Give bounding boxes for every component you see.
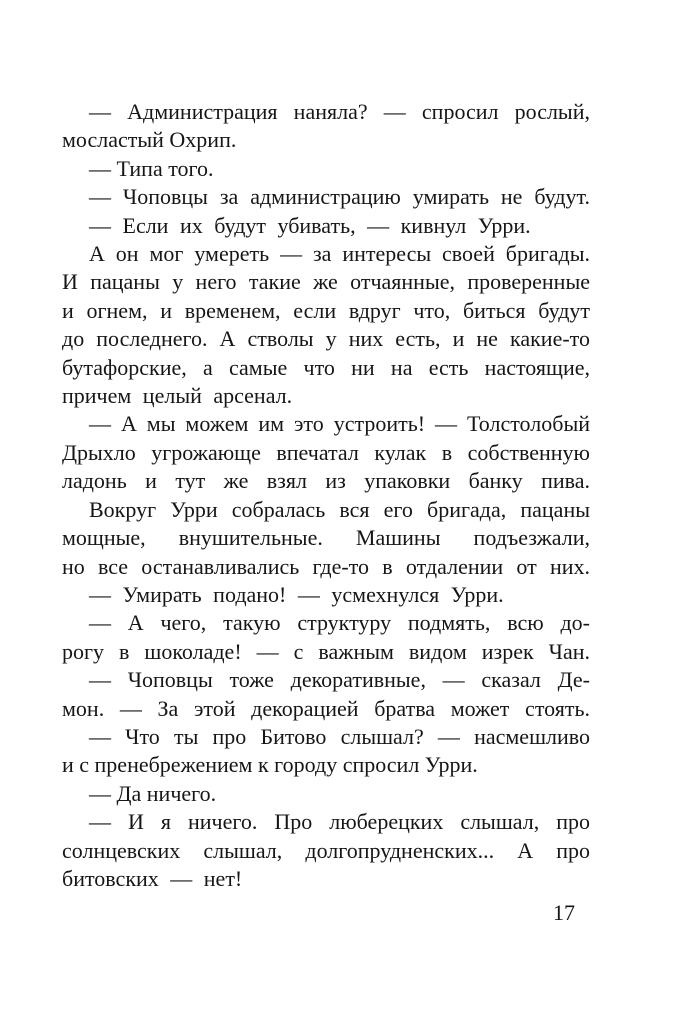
text-line: и с пренебрежением к городу спросил Урри. bbox=[62, 752, 478, 778]
text-line: мощные, внушительные. Машины подъезжали, bbox=[62, 525, 590, 551]
text-line: ладонь и тут же взял из упаковки банку пива. bbox=[62, 468, 590, 494]
text-line: рогу в шоколаде! — с важным видом изрек Чан. bbox=[62, 638, 590, 664]
text-line: — Что ты про Битово слышал? — насмешливо bbox=[89, 723, 590, 749]
text-line: но все останавливались где-то в отдалении от них. bbox=[62, 553, 590, 579]
text-line: — Умирать подано! — усмехнулся Урри. bbox=[89, 581, 504, 607]
text-line: — Да ничего. bbox=[89, 780, 217, 806]
text-line: — А мы можем им это устроить! — Толстолобый bbox=[89, 411, 590, 437]
text-line: — Администрация наняла? — спросил рослый, bbox=[89, 99, 590, 124]
text-line: — Если их будут убивать, — кивнул Урри. bbox=[89, 212, 531, 238]
text-line: Дрыхло угрожающе впечатал кулак в собственную bbox=[62, 439, 590, 465]
text-line: И пацаны у него такие же отчаянные, проверенные bbox=[62, 269, 590, 295]
text-line: А он мог умереть — за интересы своей бригады. bbox=[89, 241, 590, 267]
page-number: 17 bbox=[553, 900, 575, 925]
text-line: — Типа того. bbox=[89, 155, 214, 181]
text-line: мон. — За этой декорацией братва может стоять. bbox=[62, 695, 590, 721]
text-line: — Чоповцы за администрацию умирать не будут. bbox=[89, 184, 590, 210]
page-text bbox=[62, 98, 590, 893]
text-line: Вокруг Урри собралась вся его бригада, пацаны bbox=[89, 496, 590, 522]
text-line: битовских — нет! bbox=[62, 865, 243, 891]
text-line: и огнем, и временем, если вдруг что, биться будут bbox=[62, 297, 590, 323]
text-line: причем целый арсенал. bbox=[62, 383, 293, 409]
text-line: бутафорские, а самые что ни на есть настоящие, bbox=[62, 354, 590, 380]
text-line: — Чоповцы тоже декоративные, — сказал Де- bbox=[89, 667, 590, 693]
text-line: солнцевских слышал, долгопрудненских... А про bbox=[62, 837, 590, 863]
text-line: — А чего, такую структуру подмять, всю до- bbox=[89, 610, 590, 636]
text-line: до последнего. А стволы у них есть, и не какие-то bbox=[62, 326, 590, 352]
text-line: — И я ничего. Про люберецких слышал, про bbox=[89, 809, 590, 835]
text-line: мосластый Охрип. bbox=[62, 127, 237, 153]
